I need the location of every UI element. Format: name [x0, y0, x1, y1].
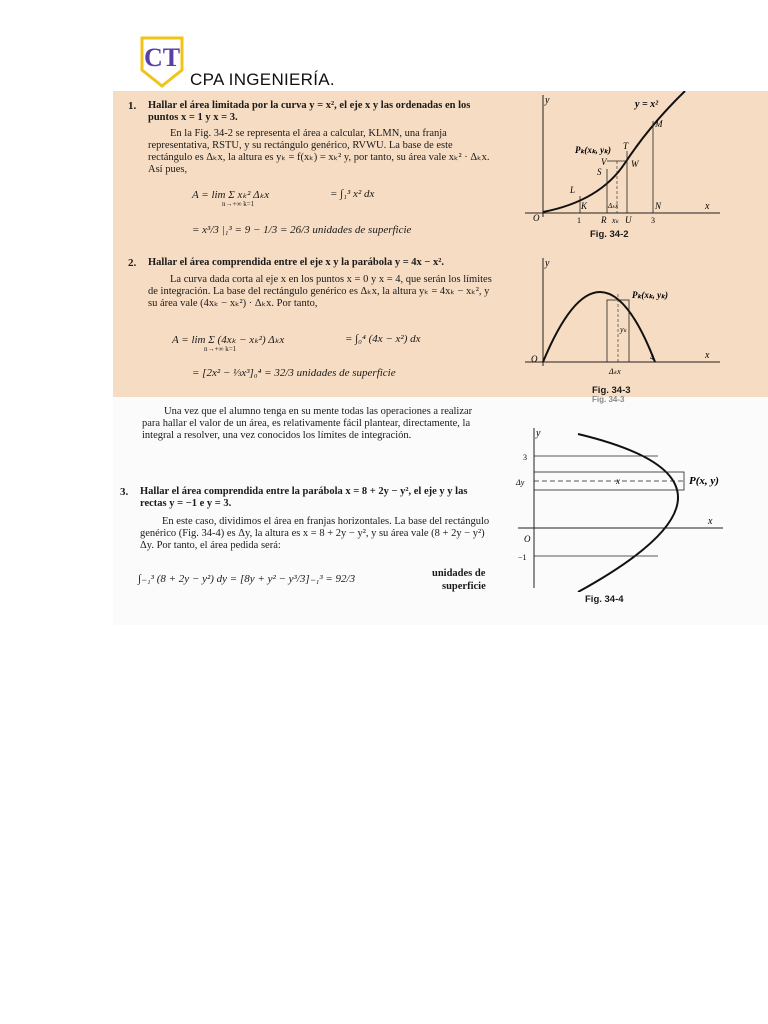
fig-34-3-caption: Fig. 34-3	[592, 385, 631, 396]
problem-3-number: 3.	[120, 486, 129, 498]
problem-2-eq1-left: A = lim Σ (4xₖ − xₖ²) Δₖx	[172, 334, 285, 346]
svg-text:x: x	[708, 516, 713, 527]
problem-3-body: En este caso, dividimos el área en franjas horizontales. La base del rectángulo genérico (Fig. 34-4) es Δy, la altura es x = 8 + 2y − y², y su área vale (8 + 2y − y²) Δy. Por tanto, el área pedida será:	[140, 516, 490, 551]
problem-3-unit-1: unidades de	[432, 568, 486, 579]
problem-2-number: 2.	[128, 257, 137, 269]
fig2-parabola	[543, 292, 655, 362]
problem-2-body: La curva dada corta al eje x en los puntos x = 0 y x = 4, que serán los límites de integración. La base del rectángulo genérico es Δₖx, la altura yₖ = 4xₖ − xₖ², y su área vale (4xₖ − xₖ²) · Δₖx. Por tanto,	[148, 274, 492, 309]
problem-1-eq1-left: A = lim Σ xₖ² Δₖx	[192, 189, 270, 201]
svg-text:Pₖ(xₖ, yₖ): Pₖ(xₖ, yₖ)	[632, 290, 668, 300]
svg-text:T: T	[623, 141, 629, 151]
svg-text:U: U	[625, 215, 632, 225]
svg-text:Δₖx: Δₖx	[609, 367, 621, 376]
svg-text:M: M	[655, 119, 663, 129]
svg-text:x: x	[705, 201, 710, 212]
cpa-logo-icon	[138, 36, 186, 88]
problem-1-eq2: = x³/3 |₁³ = 9 − 1/3 = 26/3 unidades de superficie	[192, 224, 412, 236]
svg-text:L: L	[570, 185, 576, 195]
svg-text:y = x²: y = x²	[635, 99, 659, 110]
problem-2-eq1-right: = ∫₀⁴ (4x − x²) dx	[345, 333, 421, 345]
fig-34-3-diagram	[515, 252, 740, 384]
problem-2-eq2: = [2x² − ⅓x³]₀⁴ = 32/3 unidades de superficie	[192, 367, 396, 379]
fig-34-2-diagram	[515, 91, 740, 243]
svg-text:V: V	[601, 157, 607, 167]
svg-text:3: 3	[523, 453, 527, 462]
svg-text:O: O	[533, 213, 540, 223]
fig3-parabola	[578, 434, 678, 592]
svg-text:Δₖx: Δₖx	[608, 202, 619, 210]
svg-text:K: K	[581, 201, 588, 211]
svg-text:S: S	[597, 167, 602, 177]
fig-34-3-caption-ghost: Fig. 34-3	[592, 395, 625, 404]
problem-1-eq1-right: = ∫₁³ x² dx	[330, 188, 375, 200]
fig-34-4-caption: Fig. 34-4	[585, 594, 624, 605]
problem-3-unit-2: superficie	[442, 581, 486, 592]
svg-text:y: y	[545, 258, 550, 269]
problem-3-eq: ∫₋₁³ (8 + 2y − y²) dy = [8y + y² − y³/3]₋₁³ = 92/3	[138, 573, 356, 585]
svg-text:W: W	[631, 159, 639, 169]
fig-34-4-diagram	[508, 424, 743, 592]
svg-text:P(x, y): P(x, y)	[689, 475, 719, 487]
svg-text:−1: −1	[518, 553, 527, 562]
problem-2-eq1-limit: n→+∞ k=1	[204, 345, 237, 353]
svg-text:x: x	[616, 476, 620, 486]
svg-text:Pₖ(xₖ, yₖ): Pₖ(xₖ, yₖ)	[575, 145, 611, 155]
fig1-parabola	[543, 91, 685, 212]
problem-2-statement: Hallar el área comprendida entre el eje x y la parábola y = 4x − x².	[148, 257, 445, 268]
svg-text:x: x	[705, 350, 710, 361]
fig-34-2-caption: Fig. 34-2	[590, 229, 629, 240]
svg-text:Δy: Δy	[516, 478, 525, 487]
svg-text:CT: CT	[144, 43, 181, 72]
problem-1-number: 1.	[128, 100, 137, 112]
problem-3-statement: Hallar el área comprendida entre la parábola x = 8 + 2y − y², el eje y y las rectas y = −1 e y = 3.	[140, 486, 468, 509]
svg-text:3: 3	[651, 216, 655, 225]
svg-text:R: R	[601, 215, 607, 225]
note-paragraph: Una vez que el alumno tenga en su mente todas las operaciones a realizar para hallar el valor de un área, es relativamente fácil plantear, directamente, la integral a resolver, una vez conocidos los límites de integración.	[142, 406, 473, 441]
brand-name: CPA INGENIERÍA.	[190, 70, 335, 89]
problem-1-body: En la Fig. 34-2 se representa el área a calcular, KLMN, una franja representativa, RSTU, y su rectángulo genérico, RVWU. La base de este rectángulo es Δₖx, la altura es yₖ = f(xₖ) = xₖ² y, por tanto, su área vale xₖ² · Δₖx. Así pues,	[148, 128, 490, 175]
svg-text:1: 1	[577, 216, 581, 225]
svg-text:yₖ: yₖ	[620, 325, 627, 334]
svg-text:xₖ: xₖ	[612, 216, 619, 225]
svg-text:O: O	[524, 534, 531, 544]
problem-1-statement: Hallar el área limitada por la curva y = x², el eje x y las ordenadas en los puntos x = 1 y x = 3.	[148, 100, 471, 123]
svg-text:O: O	[531, 354, 538, 364]
svg-text:y: y	[536, 428, 541, 439]
svg-text:y: y	[545, 95, 550, 106]
problem-1-eq1-limit: n→+∞ k=1	[222, 200, 255, 208]
svg-text:N: N	[655, 201, 662, 211]
svg-text:4: 4	[650, 353, 654, 362]
